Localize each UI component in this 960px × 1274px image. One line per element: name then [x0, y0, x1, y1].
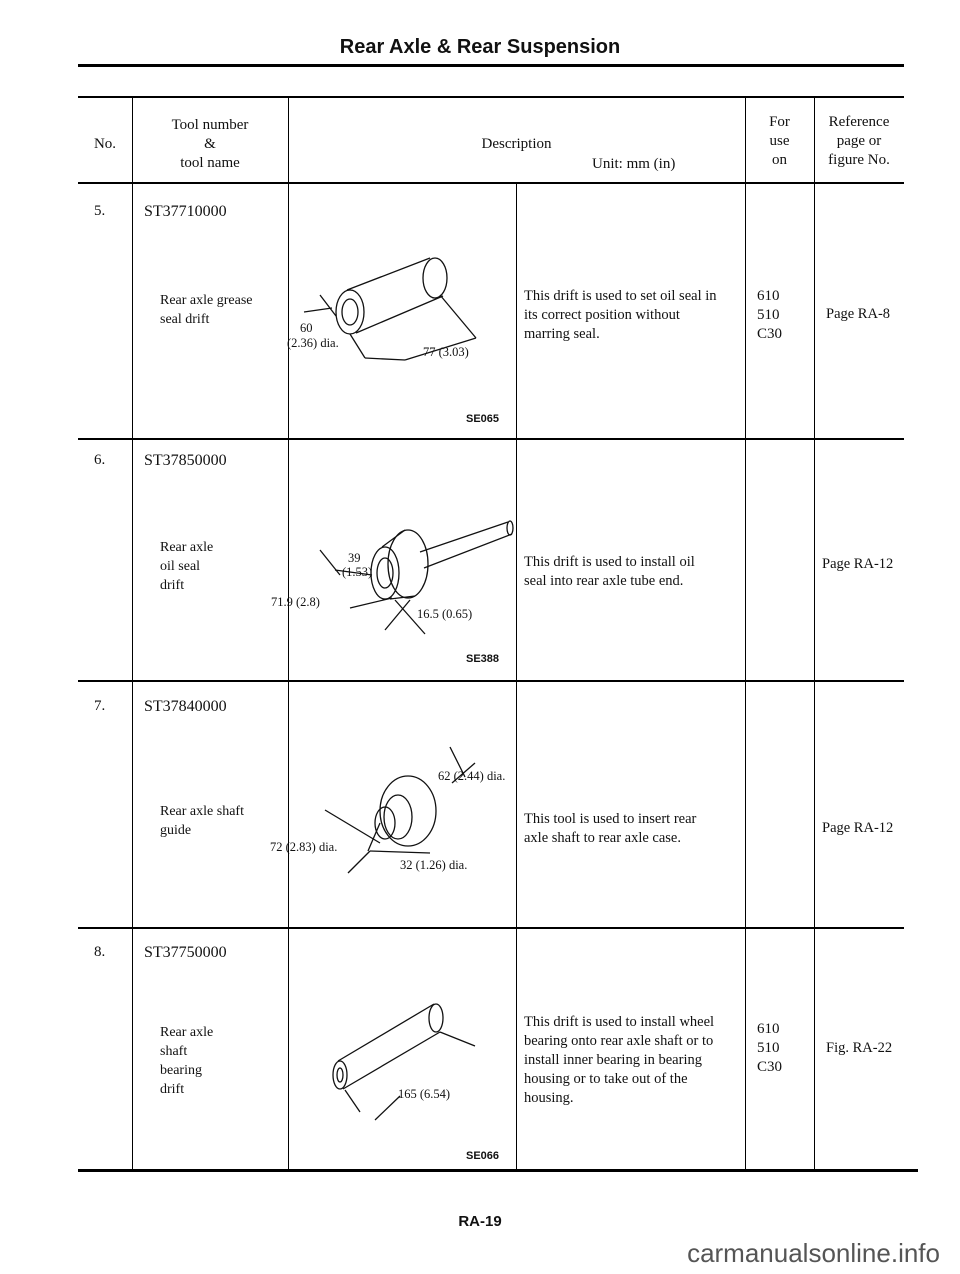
tool-name-line: Rear axle grease	[160, 293, 253, 308]
figure-label: (2.36) dia.	[287, 336, 339, 350]
row-number: 5.	[94, 203, 106, 219]
header-ref-line: Reference	[828, 114, 890, 130]
tool-name	[160, 291, 253, 329]
tool-name-line: Rear axle	[160, 1025, 214, 1040]
description-line: This drift is used to install wheel	[524, 1014, 715, 1030]
figure-label: 60	[300, 321, 313, 335]
tool-name	[160, 538, 213, 595]
use-on	[757, 1020, 782, 1077]
use-on-item: 610	[757, 288, 780, 304]
description-line: housing.	[524, 1090, 574, 1106]
use-on-item: C30	[757, 326, 783, 342]
description-line: This drift is used to install oil	[524, 554, 695, 570]
description-line: This tool is used to insert rear	[524, 811, 697, 827]
description-line: housing or to take out of the	[524, 1071, 688, 1087]
row-number: 6.	[94, 452, 106, 468]
figure-label: 32 (1.26) dia.	[400, 858, 468, 872]
figure-label: 71.9 (2.8)	[271, 595, 320, 609]
column-divider	[288, 96, 289, 1169]
description	[524, 553, 695, 591]
header-bottom-rule	[78, 182, 904, 184]
tool-name-line: guide	[160, 823, 192, 838]
use-on-item: 610	[757, 1021, 780, 1037]
description	[524, 810, 696, 848]
seal-drift-illustration	[287, 240, 515, 390]
header-tool-line: tool name	[180, 155, 240, 171]
tool-name-line: oil seal	[160, 559, 201, 574]
watermark: carmanualsonline.info	[687, 1238, 940, 1268]
figure-label: (1.53)	[342, 565, 373, 579]
description	[524, 287, 717, 344]
table-bottom-rule	[78, 1169, 918, 1172]
header-for-use	[745, 113, 814, 170]
row-divider	[78, 438, 904, 440]
tool-number: ST37750000	[144, 944, 227, 961]
page-number: RA-19	[458, 1213, 502, 1230]
column-divider	[132, 96, 133, 1169]
header-description: Description	[481, 136, 552, 152]
header-no: No.	[93, 136, 117, 152]
row-number: 8.	[94, 944, 106, 960]
use-on-item: C30	[757, 1059, 783, 1075]
figure-label: 62 (2.44) dia.	[438, 769, 506, 783]
header-ref-line: page or	[836, 133, 882, 149]
tool-number: ST37850000	[144, 452, 227, 469]
reference: Page RA-12	[822, 556, 894, 572]
description-line: its correct position without	[524, 307, 680, 323]
header-unit: Unit: mm (in)	[592, 156, 676, 172]
header-rule	[78, 64, 904, 67]
figure-label: 165 (6.54)	[398, 1087, 451, 1101]
use-on-item: 510	[757, 1040, 780, 1056]
reference: Page RA-12	[822, 820, 894, 836]
bearing-drift-illustration	[290, 1000, 515, 1120]
description-line: install inner bearing in bearing	[524, 1052, 702, 1068]
header-use-line: use	[769, 133, 790, 149]
use-on-item: 510	[757, 307, 780, 323]
figure-code: SE065	[466, 413, 500, 425]
tool-name-line: shaft	[160, 1044, 188, 1059]
row-divider	[78, 927, 904, 929]
row-divider	[78, 680, 904, 682]
column-divider	[745, 96, 746, 1169]
header-tool-line: &	[204, 136, 216, 152]
description-line: axle shaft to rear axle case.	[524, 830, 681, 846]
column-divider	[814, 96, 815, 1169]
header-ref-line: figure No.	[828, 152, 890, 168]
header-use-line: For	[769, 114, 790, 130]
header-tool-line: Tool number	[171, 117, 249, 133]
description-line: This drift is used to set oil seal in	[524, 288, 717, 304]
header-reference	[814, 113, 904, 170]
tool-name-line: bearing	[160, 1063, 202, 1078]
figure-code: SE066	[466, 1150, 500, 1162]
description-line: bearing onto rear axle shaft or to	[524, 1033, 714, 1049]
header-use-line: on	[772, 152, 787, 168]
tool-number: ST37840000	[144, 698, 227, 715]
row-number: 7.	[94, 698, 106, 714]
tool-name-line: seal drift	[160, 312, 210, 327]
figure-label: 16.5 (0.65)	[417, 607, 473, 621]
tool-number: ST37710000	[144, 203, 227, 220]
use-on	[757, 287, 782, 344]
table-top-rule	[78, 96, 904, 98]
description-line: seal into rear axle tube end.	[524, 573, 684, 589]
oil-seal-drift-illustration	[271, 520, 515, 640]
description-line: marring seal.	[524, 326, 600, 342]
reference: Page RA-8	[826, 306, 891, 322]
tool-name-line: drift	[160, 1082, 185, 1097]
figure-label: 39	[348, 551, 361, 565]
reference: Fig. RA-22	[826, 1040, 893, 1056]
tool-name-line: Rear axle shaft	[160, 804, 244, 819]
figure-label: 72 (2.83) dia.	[270, 840, 338, 854]
column-divider	[516, 182, 517, 1169]
axle-shaft-guide-illustration	[270, 745, 515, 880]
tool-name	[160, 1023, 213, 1099]
figure-label: 77 (3.03)	[423, 345, 469, 359]
tool-name-line: Rear axle	[160, 540, 214, 555]
description	[524, 1013, 714, 1108]
page-title: Rear Axle & Rear Suspension	[339, 36, 621, 58]
tool-name-line: drift	[160, 578, 185, 593]
tool-name	[160, 802, 244, 840]
figure-code: SE388	[466, 653, 500, 665]
header-tool-number	[132, 116, 288, 173]
